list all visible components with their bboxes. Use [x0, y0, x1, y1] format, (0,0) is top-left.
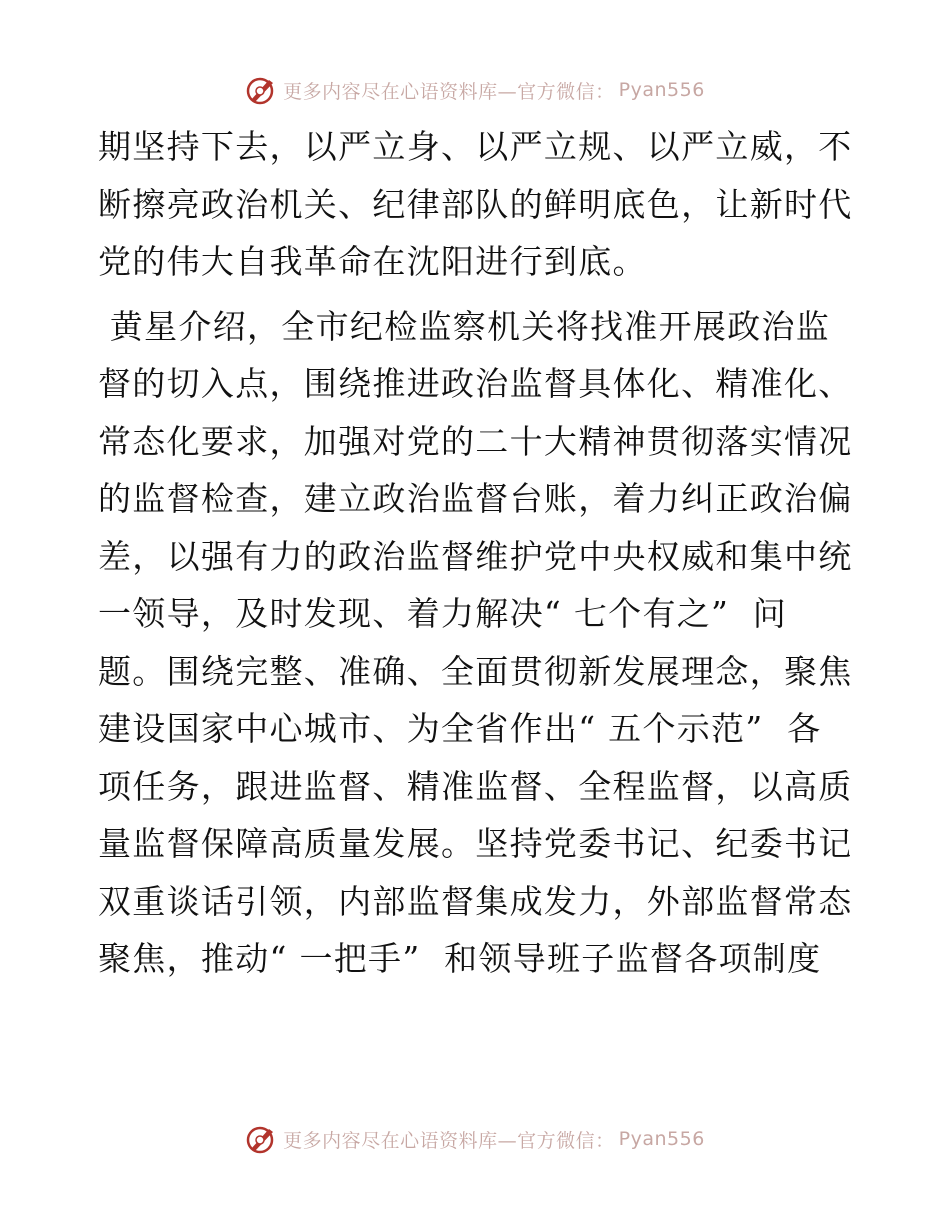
text-line: 项任务，跟进监督、精准监督、全程监督，以高质 [98, 766, 853, 806]
footer-watermark [0, 1119, 950, 1159]
text-line: 督的切入点，围绕推进政治监督具体化、精准化、 [98, 364, 853, 403]
text-line: 建设国家中心城市、为全省作出“ 五个示范” 各 [98, 709, 822, 748]
text-line: 双重谈话引领，内部监督集成发力，外部监督常态 [98, 881, 853, 921]
pen-logo-icon [245, 1123, 277, 1155]
text-line: 黄星介绍，全市纪检监察机关将找准开展政治监 [98, 306, 831, 346]
text-line: 的监督检查，建立政治监督台账，着力纠正政治偏 [98, 479, 853, 518]
header-watermark [0, 70, 950, 110]
paragraph-1 [98, 118, 858, 291]
text-line: 期坚持下去，以严立身、以严立规、以严立威，不 [98, 127, 853, 166]
watermark-account: Pyan556 [618, 79, 705, 101]
document-body [98, 118, 858, 988]
text-line: 党的伟大自我革命在沈阳进行到底。 [98, 242, 647, 281]
text-line: 常态化要求，加强对党的二十大精神贯彻落实情况 [98, 421, 853, 461]
text-line: 差，以强有力的政治监督维护党中央权威和集中统 [98, 536, 853, 576]
watermark-text: 更多内容尽在心语资料库—官方微信： [283, 80, 615, 103]
text-line: 聚焦，推动“ 一把手” 和领导班子监督各项制度 [98, 939, 822, 978]
text-line: 量监督保障高质量发展。坚持党委书记、纪委书记 [98, 824, 853, 863]
paragraph-2 [98, 298, 858, 988]
text-line: 一领导，及时发现、着力解决“ 七个有之” 问 [98, 594, 788, 633]
pen-logo-icon [245, 74, 277, 106]
watermark-account: Pyan556 [618, 1128, 705, 1150]
text-line: 题。围绕完整、准确、全面贯彻新发展理念，聚焦 [98, 651, 853, 691]
watermark-text: 更多内容尽在心语资料库—官方微信： [283, 1129, 615, 1152]
text-line: 断擦亮政治机关、纪律部队的鲜明底色，让新时代 [98, 184, 853, 224]
